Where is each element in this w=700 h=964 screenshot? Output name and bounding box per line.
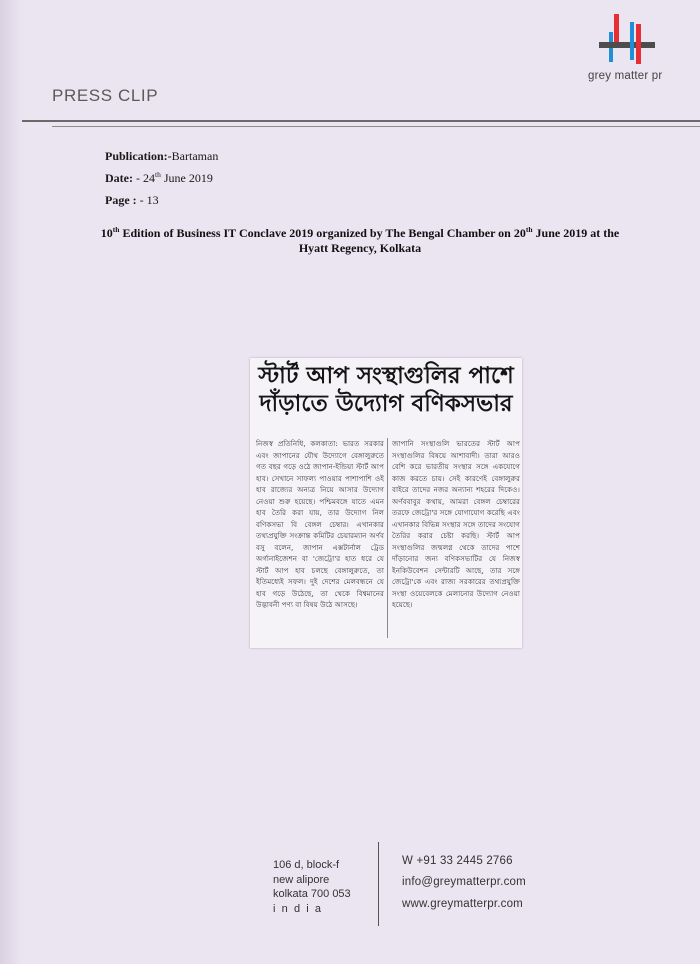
page-edge bbox=[0, 0, 22, 964]
newspaper-clipping bbox=[250, 358, 522, 648]
address-line-4: india bbox=[273, 902, 328, 915]
page-label: Page : bbox=[105, 193, 137, 207]
date-day: - 24 bbox=[132, 171, 155, 185]
page-line bbox=[105, 193, 159, 208]
grey-matter-logo bbox=[596, 12, 662, 70]
publication-label: Publication:- bbox=[105, 149, 172, 163]
brand-name: grey matter pr bbox=[588, 70, 663, 82]
address-line-2: new alipore bbox=[273, 873, 330, 886]
header-rule-thin bbox=[52, 126, 700, 127]
address-line-1: 106 d, block-f bbox=[273, 859, 340, 871]
date-line bbox=[105, 170, 213, 186]
publication-value: Bartaman bbox=[171, 149, 219, 163]
clipping-column-1: নিজস্ব প্রতিনিধি, কলকাতা: ভারত সরকার এবং জাপানের যৌথ উদ্যোগে বেঙ্গালুরুতে গত বছর গড়ে ওঠে জাপান-ইন্ডিয়া স্টার্ট আপ হাব। সেখানে সাফল্য পাওয়ার পাশাপাশি ওই হাব রাজ্যের অন্যত্র নিয়ে আসার উদ্যোগ নেওয়া শুরু হয়েছে। পশ্চিমবঙ্গে যাতে এমন হাব তৈরি করা যায়, তার উদ্যোগ নিল বণিকসভা বি বেঙ্গল চেম্বার। এখানকার তথ্যপ্রযুক্তি সংক্রান্ত কমিটির চেয়ারম্যান অর্ণব বসু বলেন, জাপান এক্সটার্নাল ট্রেড অর্গানাইজেশন বা 'জেট্রো'র হাত ধরে যে স্টার্ট আপ হাব চলছে বেঙ্গালুরুতে, তা ইতিমধ্যেই সফল। দুই দেশের মেলবন্ধনে যে হাব গড়ে উঠেছে, তা থেকে বিশ্বমানের উদ্ভাবনী পণ্য বা বিষয় উঠে আসছে। bbox=[256, 439, 384, 609]
date-label: Date: bbox=[105, 171, 133, 185]
column-divider bbox=[387, 438, 388, 638]
footer-address bbox=[273, 858, 363, 916]
publication-line bbox=[105, 149, 218, 164]
event-headline: 10th Edition of Business IT Conclave 2019 organized by The Bengal Chamber on 20th June 2019 at the Hyatt Regency, Kolkata bbox=[100, 225, 620, 255]
footer-website[interactable]: www.greymatterpr.com bbox=[402, 898, 523, 910]
footer-phone: W +91 33 2445 2766 bbox=[402, 855, 513, 867]
date-rest: June 2019 bbox=[160, 171, 213, 185]
address-line-3: kolkata 700 053 bbox=[273, 888, 351, 900]
header-rule bbox=[22, 120, 700, 122]
footer-divider bbox=[378, 842, 379, 926]
clipping-headline: স্টার্ট আপ সংস্থাগুলির পাশে দাঁড়াতে উদ্যোগ বণিকসভার bbox=[258, 363, 514, 417]
footer-email[interactable]: info@greymatterpr.com bbox=[402, 876, 526, 888]
clipping-column-2: জাপানি সংস্থাগুলি ভারতের স্টার্ট আপ সংস্থাগুলির বিষয়ে আশাবাদী। তারা আরও বেশি করে ভারতীয় সংস্থার সঙ্গে একযোগে কাজ করতে চায়। সেই কারণেই বেঙ্গালুরুর বাইরে তাদের নজর অন্যান্য শহরের দিকেও। অর্ণববাবুর কথায়, আমরা বেঙ্গল চেম্বারের তরফে জেট্রো'র সঙ্গে যোগাযোগ করেছি এবং এখানকার বিভিন্ন সংস্থার সঙ্গে তাদের সংযোগ তৈরির করার চেষ্টা করছি। স্টার্ট আপ সংস্থাগুলির জন্মলগ্ন থেকে তাদের পাশে দাঁড়ানোর জন্য বণিকসভাটির যে নিজস্ব ইনকিউবেশন সেন্টারটি আছে, তার সঙ্গে জেট্রো'কে এবং রাজ্য সরকারের তথ্যপ্রযুক্তি সংস্থা ওয়েবেলকে মেলানোর উদ্যোগ নেওয়া হয়েছে। bbox=[392, 439, 520, 609]
page-value: - 13 bbox=[136, 193, 159, 207]
page-title: PRESS CLIP bbox=[52, 86, 159, 105]
date-suffix: th bbox=[154, 170, 161, 179]
